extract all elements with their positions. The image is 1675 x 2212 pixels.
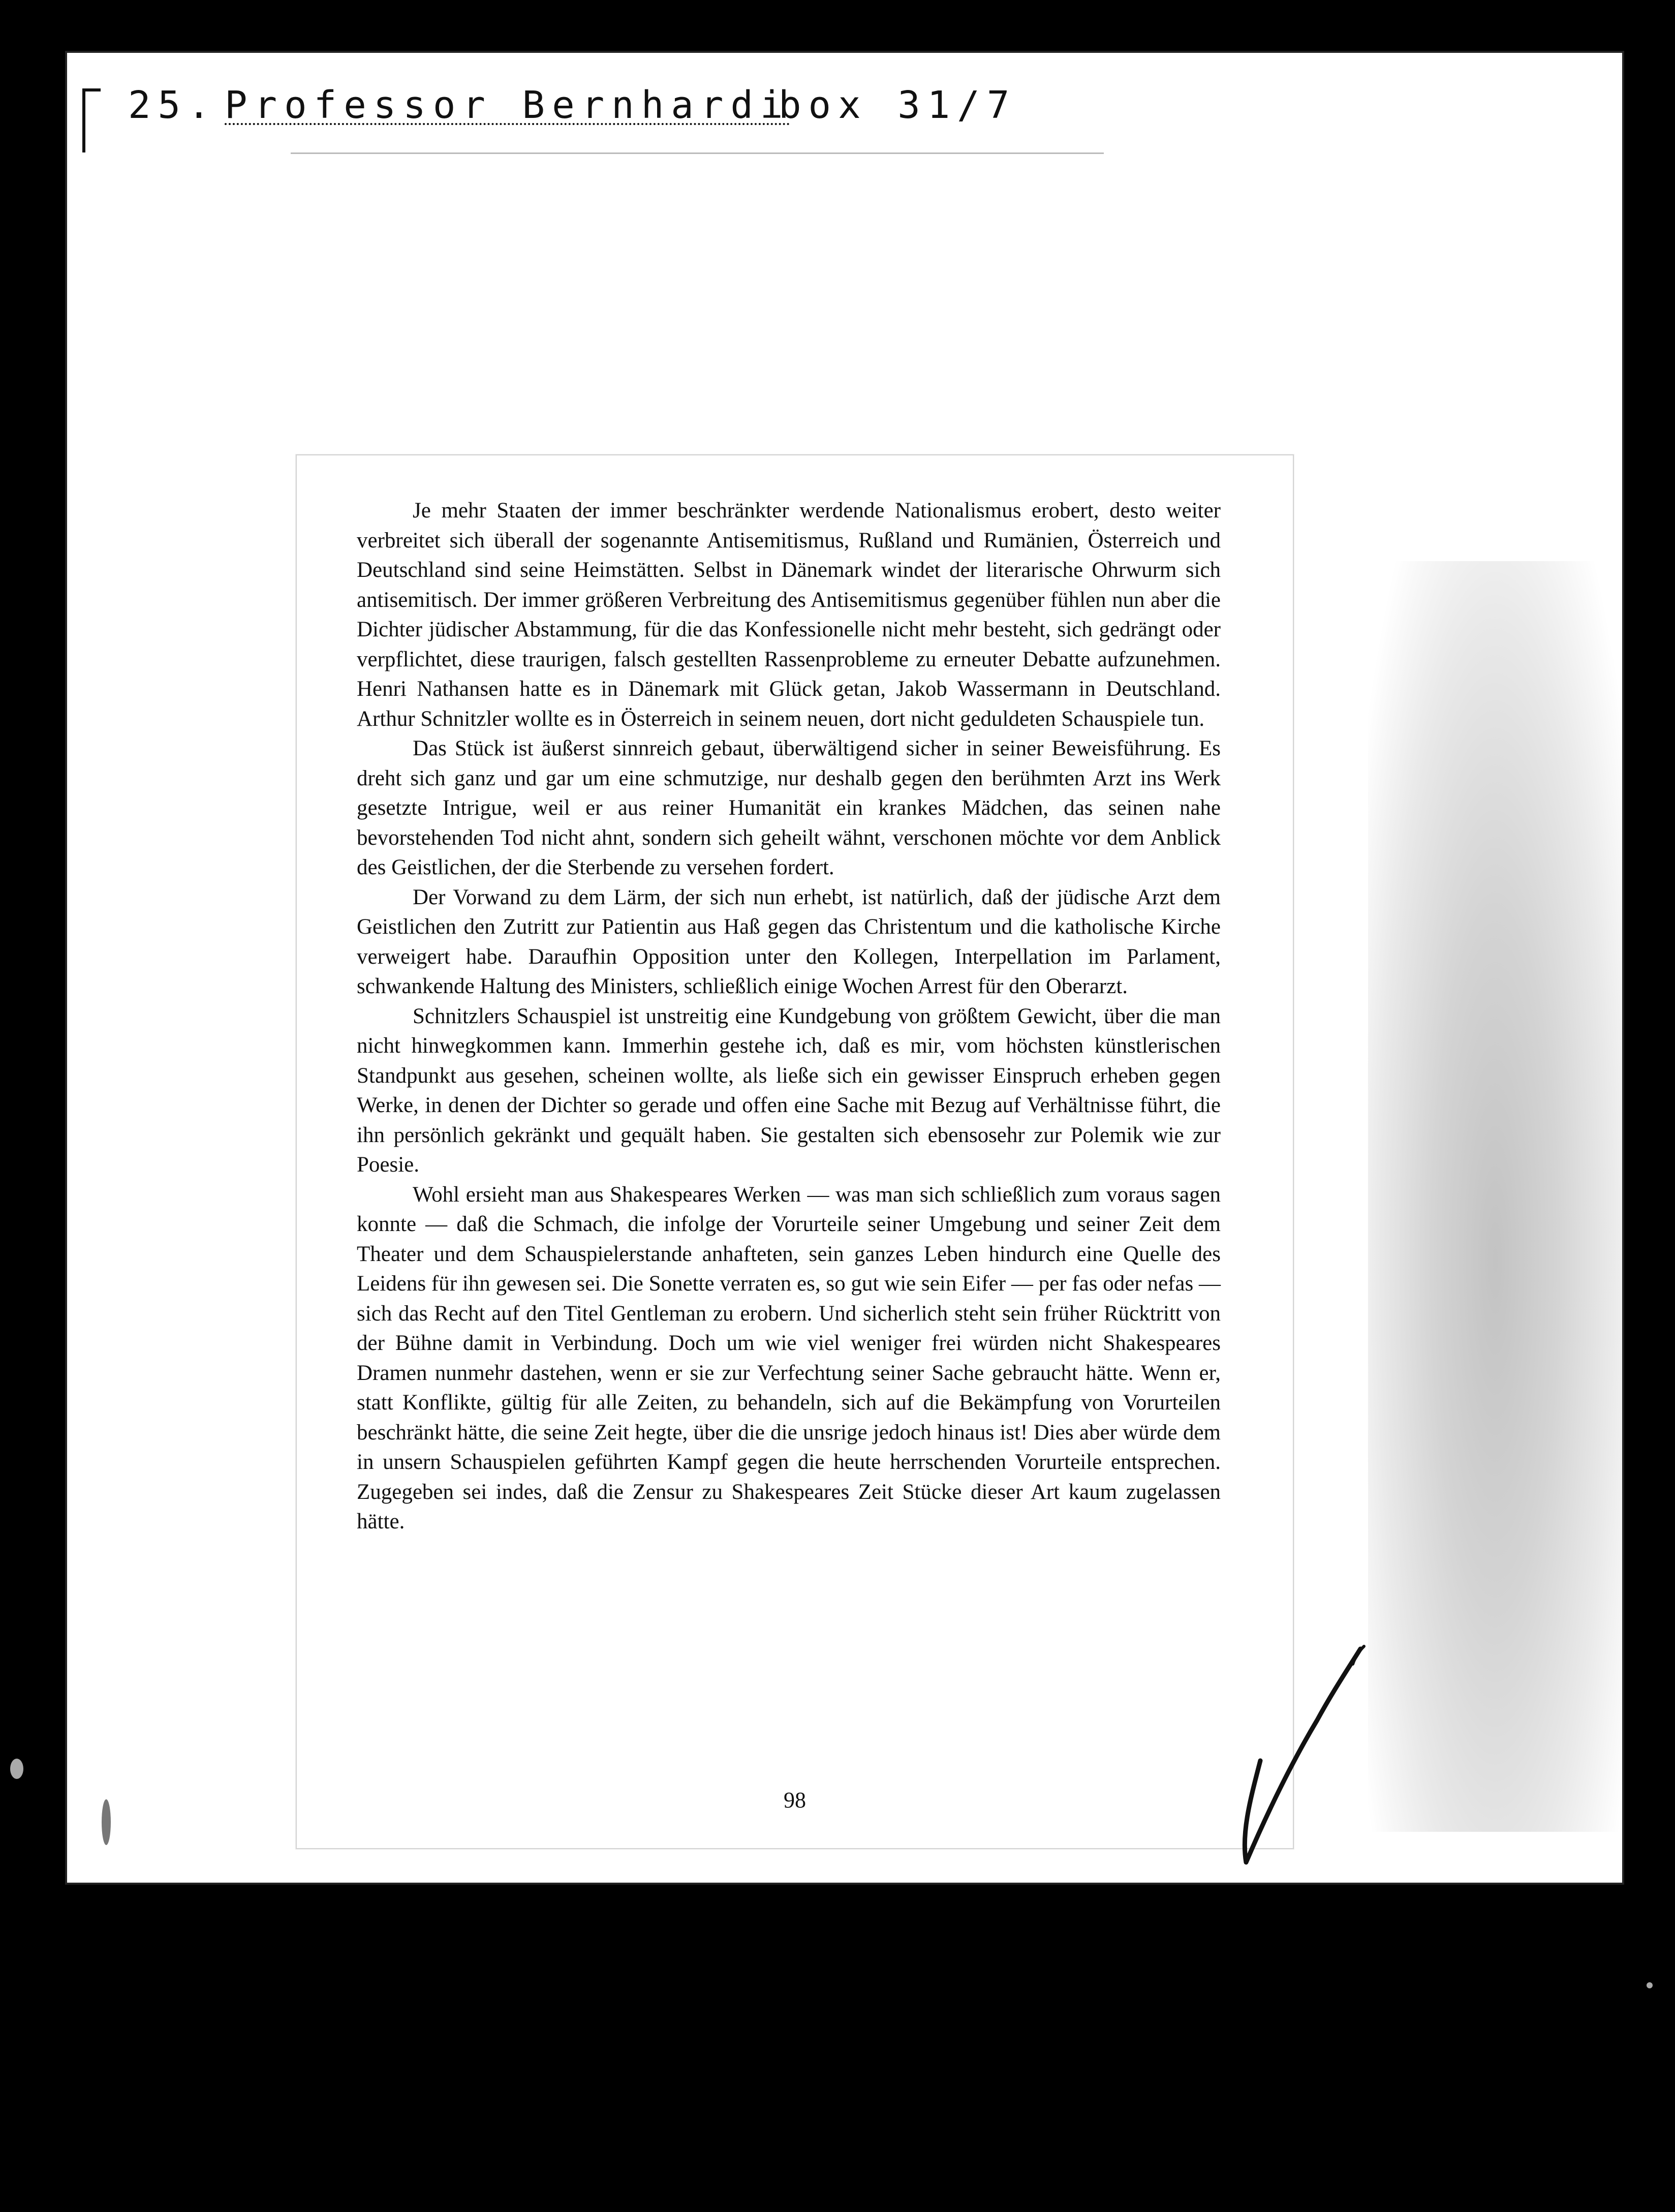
article-paragraph: Das Stück ist äußerst sinnreich gebaut, überwältigend sicher in seiner Beweisführung. Es dreht sich ganz und gar um eine schmutzige, nur deshalb gegen den berühmten Arzt ins Werk gesetzte Intrigue, weil er aus reiner Humanität ein krankes Mädchen, das seinen nahe bevorstehenden Tod nicht ahnt, sondern sich geheilt wähnt, verschonen möchte vor dem Anblick des Geistlichen, der die Sterbende zu versehen fordert. — [357, 736, 1221, 879]
article-paragraph: Je mehr Staaten der immer beschränkter werdende Nationalismus erobert, desto weiter verbreitet sich überall der sogenannte Antisemitismus, Rußland und Rumänien, Österreich und Deutschland sind seine Heimstätten. Selbst in Dänemark windet der literarische Ohrwurm sich antisemitisch. Der immer größeren Verbreitung des Antisemitismus gegenüber fühlen nun aber die Dichter jüdischer Abstammung, für die das Konfessionelle nicht mehr besteht, sich gedrängt oder verpflichtet, diese traurigen, falsch gestellten Rassenprobleme zu erneuter Debatte aufzunehmen. Henri Nathansen hatte es in Dänemark mit Glück getan, Jakob Wassermann in Deutschland. Arthur Schnitzler wollte es in Österreich in seinem neuen, dort nicht geduldeten Schauspiele tun. — [357, 499, 1221, 731]
header-title: Professor Bernhardi — [225, 83, 790, 127]
header-divider — [291, 152, 1104, 154]
handwritten-check-mark — [1231, 1644, 1373, 1872]
newspaper-clipping — [296, 454, 1294, 1849]
folder-header — [128, 83, 1016, 127]
article-paragraph: Der Vorwand zu dem Lärm, der sich nun erhebt, ist natürlich, daß der jüdische Arzt dem Geistlichen den Zutritt zur Patientin aus Haß gegen das Christentum und die katholische Kirche verweigert habe. Daraufhin Opposition unter den Kollegen, Interpellation im Parlament, schwankende Haltung des Ministers, schließlich einige Wochen Arrest für den Oberarzt. — [357, 885, 1221, 998]
page-number: 98 — [784, 1788, 806, 1812]
corner-bracket-mark — [82, 88, 101, 152]
article-body — [357, 496, 1221, 1537]
scanned-sheet — [65, 51, 1624, 1885]
scan-smudge — [1368, 561, 1622, 1832]
header-box-label: box 31/7 — [779, 83, 1017, 127]
header-number: 25. — [128, 83, 218, 127]
article-paragraph: Wohl ersieht man aus Shakespeares Werken — was man sich schließlich zum voraus sagen konnte — daß die Schmach, die infolge der Vorurteile seiner Umgebung und seiner Zeit dem Theater und dem Schauspielerstande anhafteten, sein ganzes Leben hindurch eine Quelle des Leidens für ihn gewesen sei. Die Sonette verraten es, so gut wie sein Eifer — per fas oder nefas — sich das Recht auf den Titel Gentleman zu erobern. Und sicherlich steht sein früher Rücktritt von der Bühne damit in Verbindung. Doch um wie viel weniger frei würden nicht Shakespeares Dramen nunmehr dastehen, wenn er sie zur Verfechtung seiner Sache gebraucht hätte. Wenn er, statt Konflikte, gültig für alle Zeiten, zu behandeln, sich auf die Bekämpfung von Vorurteilen beschränkt hätte, die seine Zeit hegte, über die die unsrige jedoch hinaus ist! Dies aber würde dem in unsern Schauspielen geführten Kampf gegen die heute herrschenden Vorurteile entsprechen. Zugegeben sei indes, daß die Zensur zu Shakespeares Zeit Stücke dieser Art kaum zugelassen hätte. — [357, 1182, 1221, 1533]
article-paragraph: Schnitzlers Schauspiel ist unstreitig eine Kundgebung von größtem Gewicht, über die man nicht hinwegkommen kann. Immerhin gestehe ich, daß es mir, vom höchsten künstlerischen Standpunkt aus gesehen, scheinen wollte, als ließe sich ein gewisser Einspruch erheben gegen Werke, in denen der Dichter so gerade und offen eine Sache mit Bezug auf Verhältnisse führt, die ihn persönlich gekränkt und gequält haben. Sie gestalten sich ebensosehr zur Polemik wie zur Poesie. — [357, 1004, 1221, 1177]
